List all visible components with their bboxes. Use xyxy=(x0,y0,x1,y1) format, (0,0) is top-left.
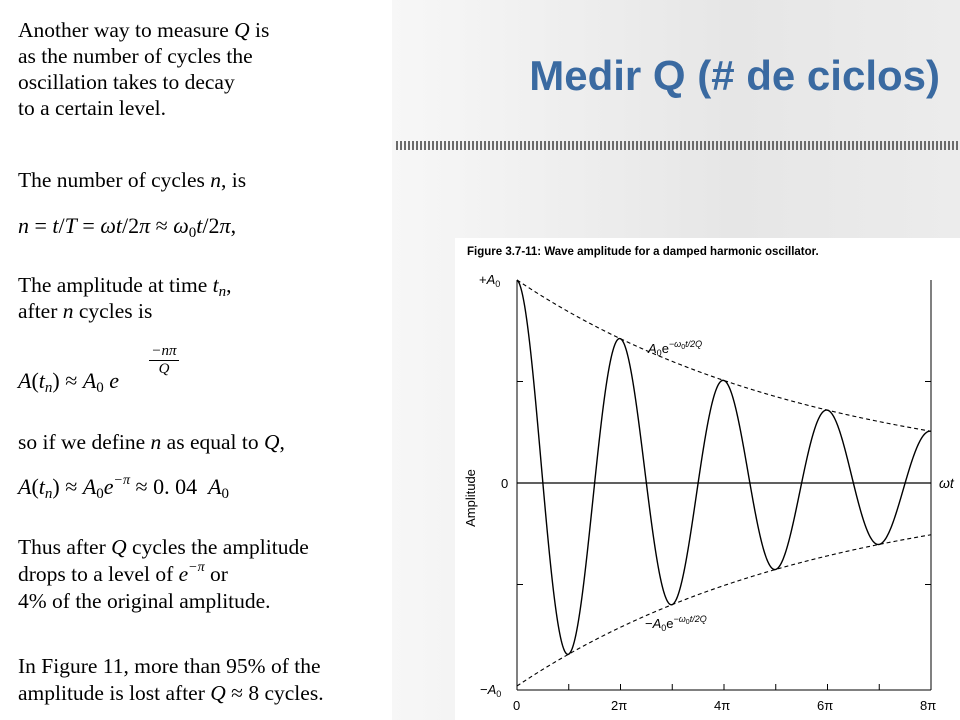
y-tick-label-zero: 0 xyxy=(501,476,509,491)
equation-amplitude: $A(t_n) \approx A_0$ e xyxy=(18,368,120,396)
equation-cycles: $n = t/T = \omega t/2\pi \approx \omega_0t/2\pi$, xyxy=(18,213,237,241)
figure-panel xyxy=(455,238,960,720)
y-tick-label-bottom: $-A_0$ xyxy=(480,682,502,699)
exponent-fraction xyxy=(144,343,184,378)
paragraph-line: drops to a level of $e^{-\pi}$ or xyxy=(18,560,228,586)
paragraph-line: as the number of cycles the xyxy=(18,44,253,68)
damped-wave-line xyxy=(517,280,931,654)
paragraph-line: Another way to measure Q is xyxy=(18,18,270,42)
x-tick-label: 8π xyxy=(920,698,937,713)
exponent-numerator: −nπ xyxy=(151,343,177,359)
paragraph-line: so if we define n as equal to Q, xyxy=(18,430,285,454)
paragraph-line: The number of cycles n, is xyxy=(18,168,247,192)
paragraph-line: Thus after Q cycles the amplitude xyxy=(18,535,309,559)
damped-oscillator-chart xyxy=(455,238,960,720)
paragraph-line: oscillation takes to decay xyxy=(18,70,235,94)
lower-envelope-label: $-A_0e^{-\omega}0t/2Q$ xyxy=(645,614,707,633)
y-axis-label: Amplitude xyxy=(463,469,478,527)
paragraph-line: In Figure 11, more than 95% of the xyxy=(18,654,321,678)
paragraph-line: amplitude is lost after Q ≈ 8 cycles. xyxy=(18,681,324,705)
lower-envelope-line xyxy=(517,535,931,686)
y-tick-label-top: $+A_0$ xyxy=(479,272,501,289)
x-axis-label: ωt xyxy=(939,475,954,491)
paragraph-line: after n cycles is xyxy=(18,299,153,323)
decorative-divider xyxy=(396,141,958,150)
paragraph-line: The amplitude at time $t_n$, xyxy=(18,273,232,300)
slide-title: Medir Q (# de ciclos) xyxy=(529,52,940,99)
x-tick-label: 6π xyxy=(817,698,834,713)
exponent-denominator: Q xyxy=(158,361,170,377)
figure-caption: Figure 3.7-11: Wave amplitude for a damped harmonic oscillator. xyxy=(467,246,819,258)
text-column xyxy=(0,0,392,720)
paragraph-line: to a certain level. xyxy=(18,96,167,120)
x-tick-label: 0 xyxy=(513,698,521,713)
upper-envelope-label: $A_0e^{-\omega}0t/2Q$ xyxy=(648,339,703,358)
x-tick-label: 4π xyxy=(714,698,731,713)
equation-q: $A(t_n) \approx A_0e^{-\pi} \approx 0$. 04 $A_0$ xyxy=(18,473,230,502)
paragraph-line: 4% of the original amplitude. xyxy=(18,589,271,613)
upper-envelope-line xyxy=(517,280,931,431)
x-tick-label: 2π xyxy=(611,698,628,713)
